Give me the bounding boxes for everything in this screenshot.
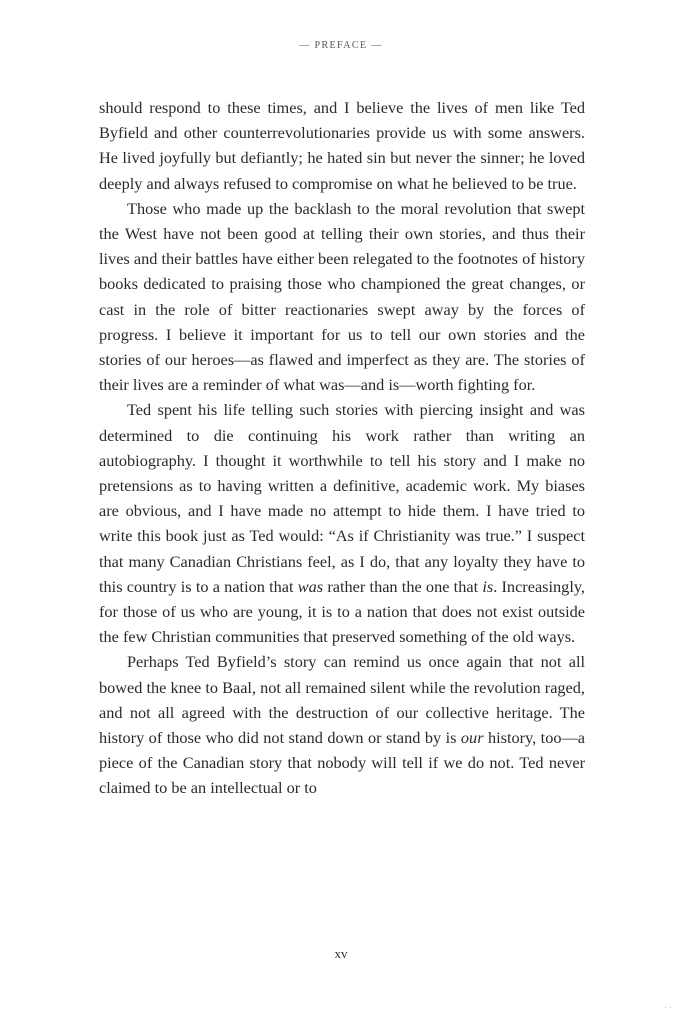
emphasis: was	[297, 576, 324, 596]
paragraph: Those who made up the backlash to the moral revolution that swept the West have not been good at telling their own stories, and thus their lives and their battles have either been relegated to the footnotes of history books dedicated to praising those who championed the great changes, or cast in the role of bitter reactionaries swept away by the forces of progress. I believe it important for us to tell our own stories and the stories of our heroes—as flawed and imperfect as they are. The stories of their lives are a reminder of what was—and is—worth fighting for.	[99, 198, 585, 395]
page-number: xv	[334, 946, 348, 961]
paragraph-text: Ted spent his life telling such stories with piercing insight and was determined to die continuing his work rather than writing an autobiography. I thought it worthwhile to tell his story and I make no pretensions as to having written a definitive, academic work. My biases are obvious, and I have made no attempt to hide them. I have tried to write this book just as Ted would: “As if Christianity was true.” I suspect that many Canadian Christians feel, as I do, that any loyalty they have to this country is to a nation that	[99, 400, 585, 596]
paragraph-text: rather than the one that	[323, 576, 483, 596]
paragraph-text: Perhaps Ted Byfield’s story can remind us once again that not all bowed the knee to Baal, not all remained silent while the revolution raged, and not all agreed with the destruction of our collective heritage. The history of those who did not stand down or stand by is	[99, 652, 585, 748]
running-head: — PREFACE —	[299, 40, 383, 51]
emphasis: our	[460, 728, 484, 748]
paragraph: should respond to these times, and I believe the lives of men like Ted Byfield and other counterrevolutionaries provide us with some answers. He lived joyfully but defiantly; he hated sin but never the sinner; he loved deeply and always refused to compromise on what he believed to be true.	[99, 98, 585, 193]
body-text	[99, 95, 585, 801]
paragraph	[99, 649, 585, 800]
emphasis: is	[482, 576, 494, 596]
corner-mark: · ·	[664, 1003, 672, 1012]
paragraph-text: . Increasingly, for those of us who are young, it is to a nation that does not exist outside the few Christian communities that preserved something of the old ways.	[99, 576, 585, 647]
paragraph	[99, 397, 585, 649]
paragraph-text: history, too—a piece of the Canadian story that nobody will tell if we do not. Ted never claimed to be an intellectual or to	[99, 728, 585, 798]
